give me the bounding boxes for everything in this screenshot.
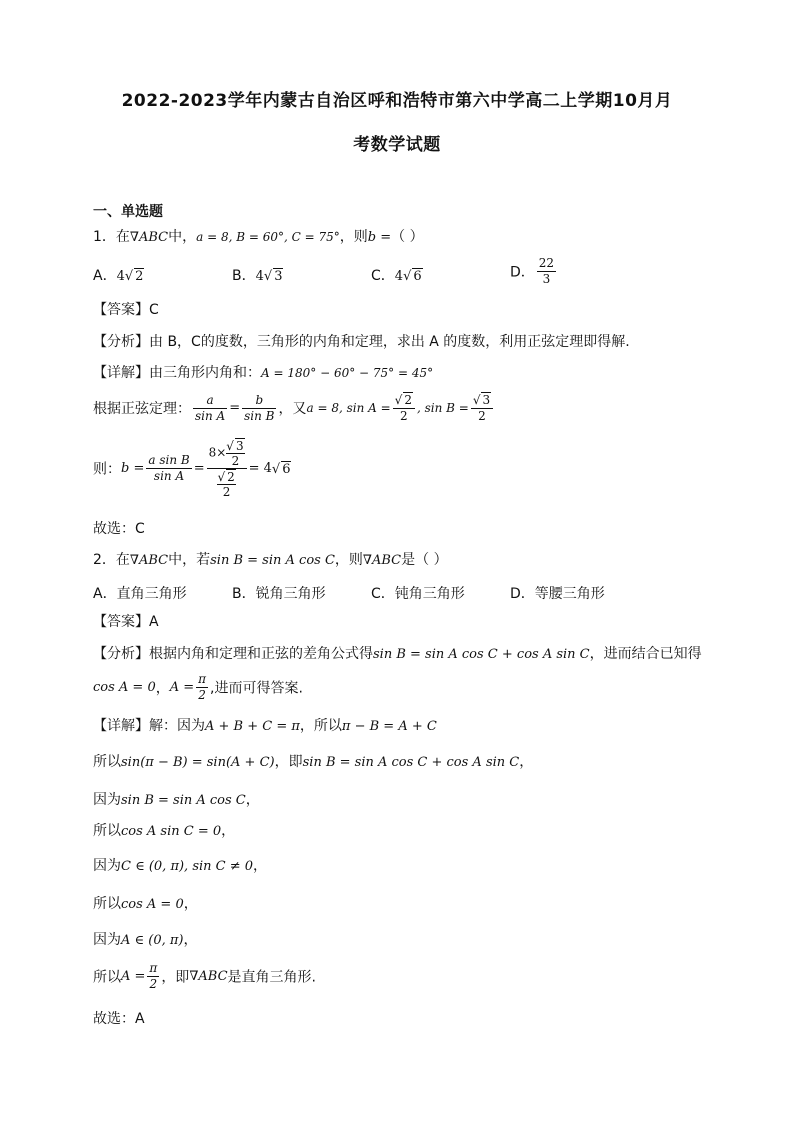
fraction-denominator: sin B <box>244 408 275 423</box>
fraction-numerator: a sin B <box>148 453 190 467</box>
detail-text: ， <box>183 896 198 912</box>
option-radicand: 2 <box>135 269 144 284</box>
analysis-tag: 【分析】 <box>93 646 149 662</box>
option-radicand: 3 <box>274 269 283 284</box>
q2-analysis-line-2 <box>93 672 303 703</box>
q2-text-then: ，则 <box>334 552 363 568</box>
detail-text: 所以 <box>93 754 121 770</box>
detail-math: sin(π − B) = sin(A + C) <box>121 755 275 770</box>
q1-conclusion: 故选：C <box>93 521 145 537</box>
title-line-1: 2022-2023学年内蒙古自治区呼和浩特市第六中学高二上学期10月月 <box>121 91 673 111</box>
q2-number: 2．在 <box>93 552 130 568</box>
option-label: B． <box>232 268 256 284</box>
q2-detail-line-4 <box>93 822 235 841</box>
detail-math: , sin B = <box>416 401 469 415</box>
detail-math: cos A = 0 <box>121 897 184 912</box>
detail-text: ， <box>245 792 260 808</box>
detail-math: cos A sin C = 0 <box>121 824 222 839</box>
detail-text: 所以 <box>93 969 121 986</box>
q2-text: 中，若 <box>168 552 211 568</box>
detail-text: 根据正弦定理： <box>93 401 191 417</box>
q2-detail-line-5 <box>93 857 267 876</box>
q1-text-then: ，则 <box>339 229 368 245</box>
detail-text: ， <box>253 858 268 874</box>
analysis-text-end: ,进而可得答案. <box>210 680 303 697</box>
detail-text: 则： <box>93 461 121 478</box>
detail-text: 因为 <box>93 858 121 874</box>
detail-text: 所以 <box>93 896 121 912</box>
q1-blank: （ ） <box>391 229 424 245</box>
fraction-asinB-over-sinA <box>146 453 191 484</box>
fraction-pi-over-2 <box>147 961 159 992</box>
q1-target: b = <box>367 230 392 245</box>
q2-conclusion: 故选：A <box>93 1011 145 1027</box>
q1-option-a: A．4√ 2 <box>93 268 144 284</box>
detail-math: π − B = A + C <box>341 719 437 734</box>
radicand: 3 <box>235 439 244 453</box>
fraction-numerator: b <box>242 393 276 409</box>
q2-triangle: ∇ABC <box>129 553 169 568</box>
fraction-numerator: a <box>193 393 227 409</box>
detail-math: A = 180° − 60° − 75° = 45° <box>261 366 434 380</box>
fraction-b-over-sinB <box>242 393 276 424</box>
option-coef: 4 <box>116 269 125 284</box>
q2-triangle: ∇ABC <box>362 553 402 568</box>
analysis-text: 根据内角和定理和正弦的差角公式得 <box>149 646 373 662</box>
q2-answer <box>93 613 159 631</box>
detail-text: ， <box>183 932 198 948</box>
q1-analysis <box>93 333 630 351</box>
inner-denominator: 2 <box>231 454 240 468</box>
option-fraction <box>537 256 556 287</box>
detail-math: b = <box>121 461 145 476</box>
detail-text: 因为 <box>93 792 121 808</box>
q2-detail-line-6 <box>93 895 198 914</box>
q2-option-d: D．等腰三角形 <box>510 586 605 602</box>
q1-option-d <box>510 256 558 287</box>
q2-blank: 是（ ） <box>401 552 448 568</box>
detail-math: A + B + C = π <box>205 719 300 734</box>
radicand: 2 <box>404 393 412 407</box>
detail-text: 因为 <box>93 932 121 948</box>
analysis-text: 由 B，C的度数，三角形的内角和定理，求出 A 的度数，利用正弦定理即得解. <box>149 334 630 350</box>
fraction-denominator: 2 <box>478 409 486 423</box>
fraction-root2-over-2: $\frac{√ 2}{2}$ <box>393 392 415 424</box>
detail-text: ，即 <box>274 754 303 770</box>
detail-math: C ∈ (0, π), sin C ≠ 0 <box>121 859 254 874</box>
detail-math: = 4 <box>248 461 272 476</box>
detail-text: 解：因为 <box>149 718 205 734</box>
q1-option-c: C．4√ 6 <box>371 268 422 284</box>
q2-detail-line-3 <box>93 791 260 810</box>
analysis-tag: 【分析】 <box>93 334 149 350</box>
answer-value: A <box>149 614 159 630</box>
q2-option-c: C．钝角三角形 <box>371 586 465 602</box>
q2-option-a: A．直角三角形 <box>93 586 187 602</box>
fraction-pi-over-2 <box>196 672 208 703</box>
detail-math: sin B = sin A cos C <box>121 793 246 808</box>
q2-detail-line-8 <box>93 961 316 992</box>
option-label: A． <box>93 268 117 284</box>
fraction-a-over-sinA <box>193 393 227 424</box>
q1-text: 中， <box>168 229 197 245</box>
q1-triangle: ∇ABC <box>129 230 169 245</box>
detail-math: A ∈ (0, π) <box>121 933 184 948</box>
fraction-compound: 8× $\frac{√ 3}{2}$ $\frac{√ 2}{2}$ <box>207 438 247 499</box>
option-coef: 4 <box>394 269 404 284</box>
q2-option-b: B．锐角三角形 <box>232 586 326 602</box>
detail-text: ， <box>221 823 236 839</box>
detail-text: ，所以 <box>299 718 342 734</box>
q1-detail-line-2: 根据正弦定理： $\frac{a}{\text{sin A}}$ = $\frac{b}{\text{sin B}}$ ，又a = 8, sin A = $\frac{√ 2}{2}$ , sin B = $\frac{√ 3}{2}$ <box>93 392 495 424</box>
fraction-denominator: 2 <box>198 688 206 702</box>
fraction-denominator: sin A <box>153 469 185 483</box>
fraction-numerator: 22 <box>538 256 555 270</box>
analysis-text-end: ，进而结合已知得 <box>589 646 702 662</box>
inner-denominator: 2 <box>222 485 231 499</box>
detail-text: ， <box>519 754 534 770</box>
detail-text: 是直角三角形. <box>227 969 316 986</box>
detail-tag: 【详解】 <box>93 365 149 381</box>
option-coef: 4 <box>255 269 264 284</box>
radicand: 6 <box>282 461 291 477</box>
fraction-root3-over-2: $\frac{√ 3}{2}$ <box>471 392 493 424</box>
option-label: C． <box>371 268 395 284</box>
fraction-denominator: 2 <box>400 409 408 423</box>
q2-detail-line-1 <box>93 717 437 736</box>
detail-text: ，即 <box>161 969 190 986</box>
q1-detail-line-1 <box>93 364 433 382</box>
question-1-stem <box>93 228 424 247</box>
detail-text: 由三角形内角和： <box>149 365 261 381</box>
section-heading: 一、单选题 <box>93 204 163 220</box>
radicand: 2 <box>227 470 235 484</box>
detail-math: ∇ABC <box>189 969 228 984</box>
option-radicand: 6 <box>413 269 422 284</box>
separator: ， <box>155 680 170 697</box>
q1-option-b: B．4√ 3 <box>232 268 283 284</box>
q1-answer <box>93 301 159 319</box>
compound-coef: 8× <box>208 445 227 460</box>
q2-detail-line-7 <box>93 931 198 950</box>
q2-condition: sin B = sin A cos C <box>210 553 335 568</box>
detail-text: 所以 <box>93 823 121 839</box>
q1-number: 1．在 <box>93 229 130 245</box>
fraction-denominator: sin A <box>195 408 226 423</box>
q1-detail-line-3: 则：b = $\frac{\text{a sin B}}{\text{sin A}}$ = 8× $\frac{√ 3}{2}$ $\frac{√ 2}{2}$ = 4√ 6 <box>93 439 291 499</box>
q2-analysis-line-1 <box>93 645 702 664</box>
radicand: 3 <box>482 393 491 407</box>
answer-tag: 【答案】 <box>93 614 149 630</box>
detail-tag: 【详解】 <box>93 718 149 734</box>
title-line-2: 考数学试题 <box>353 135 441 155</box>
q2-detail-line-2 <box>93 753 533 772</box>
option-label: D． <box>510 264 535 281</box>
fraction-numerator: π <box>198 672 207 686</box>
detail-math: A = <box>121 969 146 984</box>
analysis-math: cos A = 0 <box>93 680 156 695</box>
fraction-denominator: 3 <box>542 272 551 286</box>
detail-math: sin B = sin A cos C + cos A sin C <box>302 755 520 770</box>
answer-value: C <box>149 302 159 318</box>
analysis-math: A = <box>169 680 195 695</box>
analysis-math: sin B = sin A cos C + cos A sin C <box>373 647 590 662</box>
answer-tag: 【答案】 <box>93 302 149 318</box>
q1-given: a = 8, B = 60°, C = 75° <box>196 230 340 244</box>
detail-math: a = 8, sin A = <box>306 401 391 415</box>
question-2-stem <box>93 551 448 570</box>
detail-text: ，又 <box>278 401 307 417</box>
fraction-numerator: π <box>149 961 158 975</box>
fraction-denominator: 2 <box>149 977 158 991</box>
